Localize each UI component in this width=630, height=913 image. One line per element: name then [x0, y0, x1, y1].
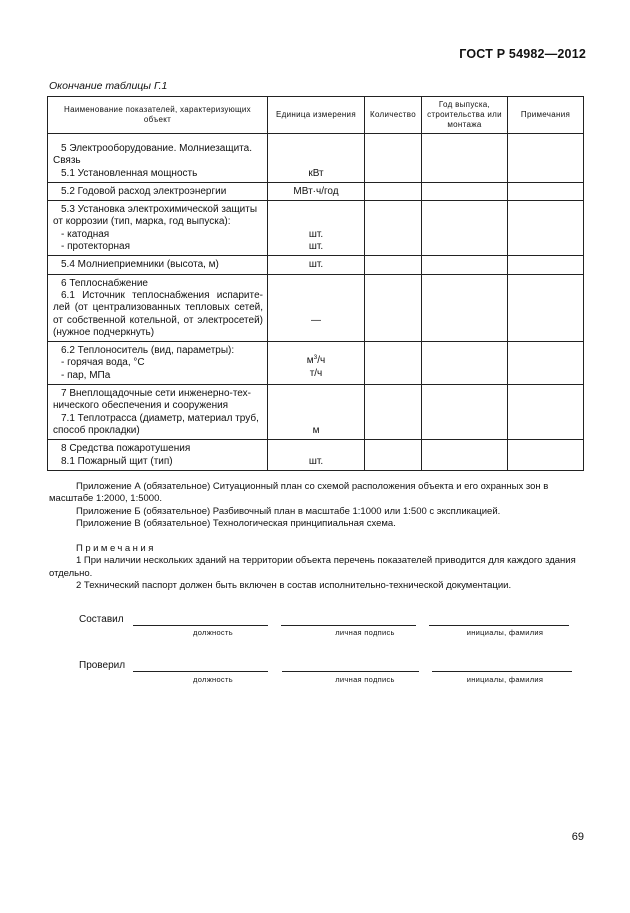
notes-section: [49, 543, 583, 593]
col-header-year: Год выпуска, строительства или монтажа: [422, 97, 508, 134]
row-notes-cell: [508, 182, 584, 200]
row-name-cell: 8 Средства пожаротушения 8.1 Пожарный щит (тип): [48, 440, 268, 471]
checked-signature-caption: личная подпись: [335, 675, 395, 684]
table-row: [48, 182, 584, 200]
row-notes-cell: [508, 256, 584, 274]
compiled-position-caption: должность: [193, 628, 233, 637]
row-notes-cell: [508, 201, 584, 256]
row-quantity-cell: [365, 201, 422, 256]
row-notes-cell: [508, 342, 584, 385]
table-header-row: [48, 97, 584, 134]
checked-position-line: [133, 671, 268, 672]
table-caption: Окончание таблицы Г.1: [49, 80, 168, 92]
row-year-cell: [422, 342, 508, 385]
row-unit-cell: шт. шт.: [268, 201, 365, 256]
compiled-by-label: Составил: [79, 614, 124, 625]
notes-title: Примечания: [76, 543, 156, 554]
row-name-cell: 5.2 Годовой расход электроэнергии: [48, 182, 268, 200]
row-quantity-cell: [365, 342, 422, 385]
compiled-signature-caption: личная подпись: [335, 628, 395, 637]
row-notes-cell: [508, 440, 584, 471]
row-unit-cell: кВт: [268, 140, 365, 182]
table-row: [48, 385, 584, 440]
row-quantity-cell: [365, 140, 422, 182]
table-row: [48, 274, 584, 341]
row-unit-cell: $м^3/ч$ т/ч: [268, 342, 365, 385]
col-header-quantity: Количество: [365, 97, 422, 134]
col-header-notes: Примечания: [508, 97, 584, 134]
row-name-cell: 6.2 Теплоноситель (вид, параметры): - горячая вода, °С - пар, МПа: [48, 342, 268, 385]
compiled-position-line: [133, 625, 268, 626]
col-header-unit: Единица измерения: [268, 97, 365, 134]
note-item: 2 Технический паспорт должен быть включен в состав исполнительно-технической документации.: [76, 580, 512, 592]
annex-c: Приложение В (обязательное) Технологическая принципиальная схема.: [76, 518, 396, 530]
checked-initials-line: [432, 671, 572, 672]
row-year-cell: [422, 256, 508, 274]
page-number: 69: [571, 831, 584, 843]
row-notes-cell: [508, 385, 584, 440]
row-name-cell: 7 Внеплощадочные сети инженерно-тех- нического обеспечения и сооружения 7.1 Теплотрасса (диаметр, материал труб, способ прокладки): [48, 385, 268, 440]
row-quantity-cell: [365, 256, 422, 274]
row-name-cell: 5.4 Молниеприемники (высота, м): [48, 256, 268, 274]
row-year-cell: [422, 201, 508, 256]
annex-list: [49, 481, 583, 531]
row-name-cell: 5 Электрооборудование. Молниезащита. Связь 5.1 Установленная мощность: [48, 140, 268, 182]
row-year-cell: [422, 385, 508, 440]
row-unit-cell: шт.: [268, 440, 365, 471]
row-name-cell: 6 Теплоснабжение 6.1 Источник теплоснабжения испаритe- лей (от централизованных тепловых сетей, от собственной котельной, от электросетей) (нужное подчеркнуть): [48, 274, 268, 341]
compiled-initials-caption: инициалы, фамилия: [466, 628, 544, 637]
table-row: [48, 440, 584, 471]
col-header-name: Наименование показателей, характеризующих объект: [48, 97, 268, 134]
row-quantity-cell: [365, 182, 422, 200]
annex-a: Приложение А (обязательное) Ситуационный план со схемой расположения объекта и его охранных зон в масштабе 1:2000, 1:5000.: [49, 481, 549, 505]
table-row: [48, 342, 584, 385]
compiled-signature-line: [281, 625, 416, 626]
row-year-cell: [422, 440, 508, 471]
row-unit-cell: м: [268, 385, 365, 440]
checked-signature-line: [282, 671, 419, 672]
checked-by-label: Проверил: [79, 660, 126, 671]
row-quantity-cell: [365, 274, 422, 341]
table-row: [48, 140, 584, 182]
table-row: [48, 201, 584, 256]
note-item: 1 При наличии нескольких зданий на территории объекта перечень показателей приводится для каждого здания отдельно.: [49, 555, 576, 579]
row-unit-cell: —: [268, 274, 365, 341]
row-unit-cell: шт.: [268, 256, 365, 274]
checked-initials-caption: инициалы, фамилия: [466, 675, 544, 684]
row-notes-cell: [508, 274, 584, 341]
row-quantity-cell: [365, 440, 422, 471]
row-name-cell: 5.3 Установка электрохимической защиты от коррозии (тип, марка, год выпуска): - катодная - протекторная: [48, 201, 268, 256]
passport-table: [47, 96, 584, 471]
annex-b: Приложение Б (обязательное) Разбивочный план в масштабе 1:1000 или 1:500 с экспликацией.: [76, 505, 501, 517]
checked-position-caption: должность: [193, 675, 233, 684]
row-notes-cell: [508, 140, 584, 182]
row-year-cell: [422, 182, 508, 200]
row-unit-cell: МВт·ч/год: [268, 182, 365, 200]
row-quantity-cell: [365, 385, 422, 440]
document-code: ГОСТ Р 54982—2012: [459, 47, 586, 61]
compiled-initials-line: [429, 625, 569, 626]
row-year-cell: [422, 140, 508, 182]
row-year-cell: [422, 274, 508, 341]
table-row: [48, 256, 584, 274]
